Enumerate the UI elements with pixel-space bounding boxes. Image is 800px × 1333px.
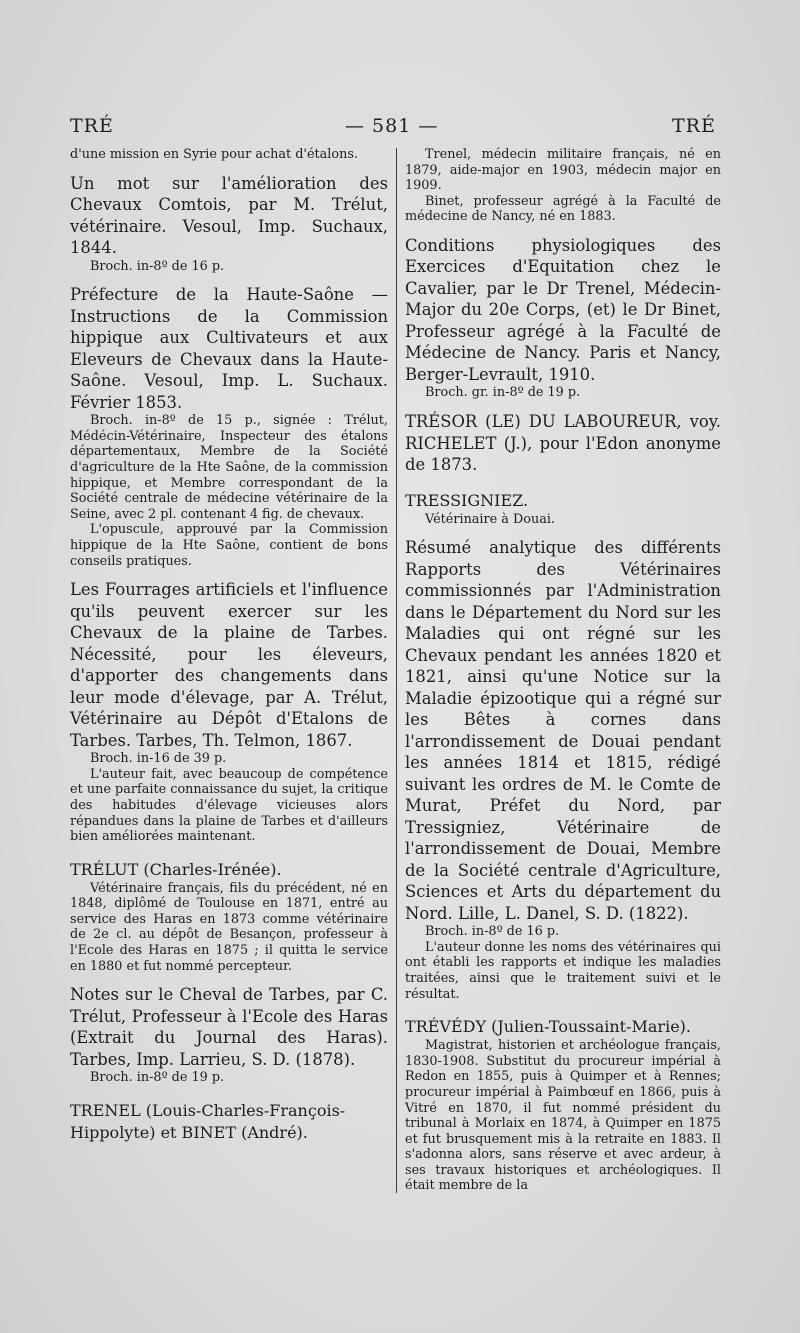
left-bibliographic-title: Les Fourrages artificiels et l'influence qu'ils peuvent exercer sur les Chevaux de la plaine de Tarbes. Nécessité, pour les éleveurs, d'apporter des changements dans leur mode d'élevage, par A. Trélut, Vétérinaire au Dépôt d'Etalons de Tarbes. Tarbes, Th. Telmon, 1867. [70,580,388,750]
right-bibliographic-title: TRÉSOR (LE) DU LABOUREUR, voy. RICHELET (J.), pour l'Edon anonyme de 1873. [405,412,721,475]
right-description: Binet, professeur agrégé à la Faculté de médecine de Nancy, né en 1883. [405,193,721,225]
left-description: Vétérinaire français, fils du précédent, né en 1848, diplômé de Toulouse en 1871, entré au service des Haras en 1873 comme vétérinaire de 2e cl. au dépôt de Besançon, professeur à l'Ecole des Haras en 1875 ; il quitta le service en 1880 et fut nommé percepteur. [70,880,388,974]
right-author-heading: TRESSIGNIEZ. [405,490,529,510]
running-head-left: TRÉ [70,115,114,137]
left-bibliographic-title: Préfecture de la Haute-Saône — Instructions de la Commission hippique aux Cultivateurs et aux Eleveurs de Chevaux dans la Haute-Saône. Vesoul, Imp. L. Suchaux. Février 1853. [70,285,388,412]
left-description: L'auteur fait, avec beaucoup de compétence et une parfaite connaissance du sujet, la critique des habitudes d'élevage vicieuses alors répandues dans la plaine de Tarbes et d'ailleurs bien améliorées maintenant. [70,766,388,845]
left-description: d'une mission en Syrie pour achat d'étalons. [70,147,358,162]
left-description: Broch. in-16 de 39 p. [90,751,227,767]
left-description: Broch. in-8º de 19 p. [90,1070,225,1086]
left-description: Broch. in-8º de 16 p. [90,258,225,274]
right-description: Magistrat, historien et archéologue français, 1830-1908. Substitut du procureur impérial à Redon en 1855, puis à Quimper et à Rennes; procureur impérial à Paimbœuf en 1866, puis à Vitré en 1870, il fut nommé président du tribunal à Morlaix en 1874, à Quimper en 1875 et fut brusquement mis à la retraite en 1883. Il s'adonna alors, sans réserve et avec ardeur, à ses travaux historiques et archéologiques. Il était membre de la [405,1038,721,1194]
column-divider [396,148,397,1193]
left-column [70,147,388,1144]
page-number: — 581 — [345,115,439,137]
right-description: Broch. in-8º de 16 p. [425,924,560,940]
right-bibliographic-title: Conditions physiologiques des Exercices d'Equitation chez le Cavalier, par le Dr Trenel, Médecin-Major du 20e Corps, (et) le Dr Binet, Professeur agrégé à la Faculté de Médecine de Nancy. Paris et Nancy, Berger-Levrault, 1910. [405,235,721,384]
running-head-right: TRÉ [672,115,716,137]
right-description: Vétérinaire à Douai. [425,511,555,527]
left-description: Broch. in-8º de 15 p., signée : Trélut, Médécin-Vétérinaire, Inspecteur des étalons départementaux, Membre de la Société d'agriculture de la Hte Saône, de la commission hippique, et Membre correspondant de la Société centrale de médecine vétérinaire de la Seine, avec 2 pl. contenant 4 fig. de chevaux. [70,413,388,522]
right-description: L'auteur donne les noms des vétérinaires qui ont établi les rapports et indique les maladies traitées, ainsi que le traitement suivi et le résultat. [405,939,721,1002]
right-column [405,147,721,1194]
right-description: Trenel, médecin militaire français, né en 1879, aide-major en 1903, médecin major en 1909. [405,147,721,194]
right-description: Broch. gr. in-8º de 19 p. [425,385,581,401]
right-bibliographic-title: Résumé analytique des différents Rapports des Vétérinaires commissionnés par l'Administration dans le Département du Nord sur les Maladies qui ont régné sur les Chevaux pendant les années 1820 et 1821, ainsi qu'une Notice sur la Maladie épizootique qui a régné sur les Bêtes à cornes dans l'arrondissement de Douai pendant les années 1814 et 1815, rédigé suivant les ordres de M. le Comte de Murat, Préfet du Nord, par Tressigniez, Vétérinaire de l'arrondissement de Douai, Membre de la Société centrale d'Agriculture, Sciences et Arts du département du Nord. Lille, L. Danel, S. D. (1822). [405,538,721,923]
left-bibliographic-title: Un mot sur l'amélioration des Chevaux Comtois, par M. Trélut, vétérinaire. Vesoul, Imp. Suchaux, 1844. [70,173,388,258]
right-author-heading: TRÉVÉDY (Julien-Toussaint-Marie). [405,1017,691,1037]
left-author-heading: TRENEL (Louis-Charles-François-Hippolyte) et BINET (André). [70,1100,346,1142]
left-description: L'opuscule, approuvé par la Commission hippique de la Hte Saône, contient de bons conseils pratiques. [70,522,388,569]
left-author-heading: TRÉLUT (Charles-Irénée). [70,859,282,879]
left-bibliographic-title: Notes sur le Cheval de Tarbes, par C. Trélut, Professeur à l'Ecole des Haras (Extrait du Journal des Haras). Tarbes, Imp. Larrieu, S. D. (1878). [70,985,388,1069]
